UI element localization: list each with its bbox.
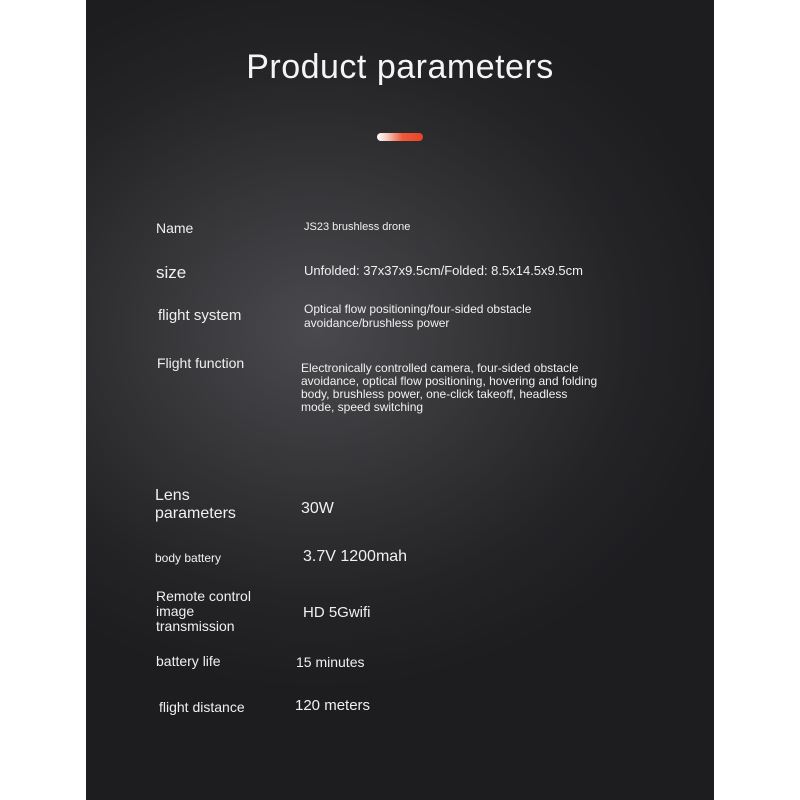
value-remote-control: HD 5Gwifi xyxy=(303,604,371,621)
label-body-battery: body battery xyxy=(155,551,222,565)
label-remote-control: Remote control image transmission xyxy=(156,588,251,634)
value-flight-distance: 120 meters xyxy=(295,697,371,714)
label-battery-life: battery life xyxy=(156,653,221,669)
value-battery-life: 15 minutes xyxy=(296,654,365,670)
label-flight-function: Flight function xyxy=(157,355,245,371)
label-size: size xyxy=(156,263,187,282)
value-name: JS23 brushless drone xyxy=(304,221,411,233)
label-flight-system: flight system xyxy=(158,307,242,324)
value-body-battery: 3.7V 1200mah xyxy=(303,548,408,565)
label-flight-distance: flight distance xyxy=(159,699,245,715)
value-flight-function: Electronically controlled camera, four-sided obstacle avoidance, optical flow positioning, hovering and folding body, brushless power, one-click takeoff, headless mode, speed switching xyxy=(301,361,598,414)
label-lens-parameters: Lens parameters xyxy=(155,487,236,522)
spec-panel xyxy=(86,0,714,800)
value-size: Unfolded: 37x37x9.5cm/Folded: 8.5x14.5x9.5cm xyxy=(304,263,583,278)
value-flight-system: Optical flow positioning/four-sided obstacle avoidance/brushless power xyxy=(304,302,532,330)
accent-bar xyxy=(377,133,423,141)
page-title: Product parameters xyxy=(246,48,554,86)
label-name: Name xyxy=(156,220,194,236)
value-lens-parameters: 30W xyxy=(301,500,334,517)
